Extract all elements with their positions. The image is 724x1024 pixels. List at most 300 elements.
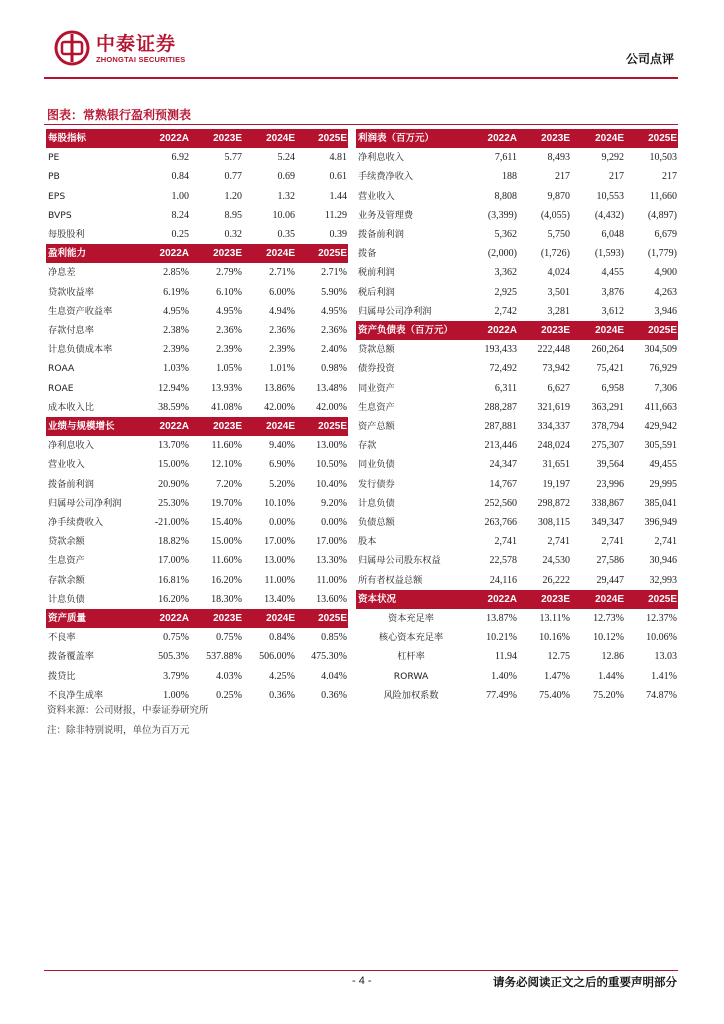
cell-value: 30,946: [649, 555, 677, 567]
row-label: 拨贷比: [48, 670, 76, 682]
cell-value: 2,741: [654, 536, 677, 548]
cell-value: 10.16%: [539, 632, 570, 644]
cell-value: 8,493: [547, 152, 570, 164]
cell-value: 12.75: [547, 651, 570, 663]
cell-value: 74.87%: [646, 689, 677, 701]
row-label: 贷款总额: [358, 344, 395, 356]
cell-value: 3,362: [494, 267, 517, 279]
cell-value: 217: [555, 171, 570, 183]
cell-value: 475.30%: [311, 651, 347, 663]
cell-value: 10.21%: [486, 632, 517, 644]
table-row: [46, 532, 348, 551]
cell-value: 73,942: [542, 363, 570, 375]
cell-value: 13.03: [654, 651, 677, 663]
cell-value: 75,421: [596, 363, 624, 375]
cell-value: 1.20: [224, 190, 242, 202]
table-row: [356, 628, 678, 647]
row-label: 净利息收入: [48, 440, 94, 452]
table-row: [46, 436, 348, 455]
cell-value: 506.00%: [259, 651, 295, 663]
cell-value: 8,808: [494, 190, 517, 202]
cell-value: 15.00%: [158, 459, 189, 471]
row-label: 同业负债: [358, 459, 395, 471]
year-header: 2022A: [466, 129, 518, 148]
cell-value: 41.08%: [211, 401, 242, 413]
cell-value: (4,897): [647, 209, 677, 221]
cell-value: 6,958: [601, 382, 624, 394]
row-label: 计息负债: [48, 593, 85, 605]
cell-value: 13.86%: [264, 382, 295, 394]
cell-value: 72,492: [489, 363, 517, 375]
cell-value: 2.39%: [216, 344, 242, 356]
cell-value: 6,679: [654, 229, 677, 241]
year-header: 2023E: [518, 321, 571, 340]
table-row: [46, 225, 348, 244]
row-label: 风险加权系数: [383, 689, 439, 701]
year-header: 2024E: [243, 244, 296, 263]
table-row: [356, 532, 678, 551]
cell-value: 1.00: [171, 190, 189, 202]
row-label: 手续费净收入: [358, 171, 414, 183]
year-header: 2024E: [571, 129, 625, 148]
cell-value: (3,399): [487, 209, 517, 221]
cell-value: 4.94%: [269, 305, 295, 317]
row-label: 拨备: [358, 248, 377, 260]
year-header: 2024E: [571, 590, 625, 609]
cell-value: 9,870: [547, 190, 570, 202]
cell-value: 3,501: [547, 286, 570, 298]
cell-value: 2.38%: [163, 325, 189, 337]
section-title: 业绩与规模增长: [46, 417, 138, 436]
cell-value: 13.00%: [264, 555, 295, 567]
cell-value: 217: [662, 171, 677, 183]
year-header: 2025E: [296, 417, 348, 436]
cell-value: 0.25: [171, 229, 189, 241]
cell-value: 27,586: [596, 555, 624, 567]
row-label: 股本: [358, 536, 377, 548]
table-row: [356, 206, 678, 225]
cell-value: 11.00%: [264, 574, 295, 586]
cell-value: 222,448: [537, 344, 570, 356]
cell-value: 13.00%: [316, 440, 347, 452]
cell-value: 2.39%: [163, 344, 189, 356]
table-row: [46, 590, 348, 609]
row-label: EPS: [48, 190, 66, 202]
cell-value: 263,766: [484, 517, 517, 529]
cell-value: 260,264: [591, 344, 624, 356]
year-header: 2025E: [625, 321, 678, 340]
section-title: 每股指标: [46, 129, 138, 148]
table-row: [46, 398, 348, 417]
zhongtai-logo-icon: [54, 30, 90, 66]
year-header: 2024E: [243, 609, 296, 628]
cell-value: 4,024: [547, 267, 570, 279]
table-row: [356, 551, 678, 570]
row-label: 营业收入: [48, 459, 85, 471]
cell-value: 16.20%: [211, 574, 242, 586]
cell-value: 29,995: [649, 478, 677, 490]
cell-value: 505.3%: [158, 651, 189, 663]
year-header: 2022A: [138, 244, 190, 263]
cell-value: 4.25%: [269, 670, 295, 682]
cell-value: 1.00%: [163, 689, 189, 701]
cell-value: 4.81: [329, 152, 347, 164]
cell-value: 298,872: [537, 497, 570, 509]
year-header: 2025E: [296, 609, 348, 628]
row-label: 不良净生成率: [48, 689, 104, 701]
section-header-row: [46, 244, 348, 263]
cell-value: 4.04%: [321, 670, 347, 682]
cell-value: 2.36%: [269, 325, 295, 337]
row-label: 债券投资: [358, 363, 395, 375]
row-label: 净利息收入: [358, 152, 404, 164]
section-header-row: [46, 417, 348, 436]
row-label: 营业收入: [358, 190, 395, 202]
cell-value: 10.12%: [593, 632, 624, 644]
cell-value: 385,041: [644, 497, 677, 509]
left-forecast-table: [46, 129, 348, 705]
cell-value: 75.40%: [539, 689, 570, 701]
company-logo: [54, 30, 186, 66]
cell-value: 4.95%: [216, 305, 242, 317]
cell-value: 0.75%: [216, 632, 242, 644]
table-row: [356, 647, 678, 666]
cell-value: 11.29: [324, 209, 347, 221]
cell-value: 14,767: [489, 478, 517, 490]
cell-value: 0.84%: [269, 632, 295, 644]
cell-value: 42.00%: [264, 401, 295, 413]
row-label: 存款余额: [48, 574, 85, 586]
cell-value: 0.69: [277, 171, 295, 183]
cell-value: 252,560: [484, 497, 517, 509]
cell-value: 10,553: [596, 190, 624, 202]
section-title: 资产负债表（百万元）: [356, 321, 466, 340]
row-label: 生息资产: [48, 555, 85, 567]
cell-value: (1,779): [647, 248, 677, 260]
cell-value: 0.00%: [269, 517, 295, 529]
row-label: 税后利润: [358, 286, 395, 298]
footer-divider: [44, 970, 678, 971]
row-label: 拨备前利润: [48, 478, 94, 490]
row-label: 归属母公司净利润: [48, 497, 122, 509]
disclaimer-text: 请务必阅读正文之后的重要声明部分: [493, 975, 677, 989]
cell-value: 1.44: [329, 190, 347, 202]
row-label: RORWA: [393, 670, 429, 682]
cell-value: 12.10%: [211, 459, 242, 471]
page-header: [48, 26, 678, 76]
table-row: [46, 667, 348, 686]
cell-value: 18.82%: [158, 536, 189, 548]
cell-value: (1,726): [540, 248, 570, 260]
table-row: [46, 148, 348, 167]
table-row: [46, 513, 348, 532]
cell-value: 1.40%: [491, 670, 517, 682]
table-row: [356, 225, 678, 244]
table-row: [356, 494, 678, 513]
cell-value: 10.10%: [264, 497, 295, 509]
year-header: 2023E: [190, 609, 243, 628]
row-label: 净手续费收入: [48, 517, 104, 529]
cell-value: 4.95%: [321, 305, 347, 317]
table-row: [356, 263, 678, 282]
section-title: 资本状况: [356, 590, 466, 609]
table-row: [356, 283, 678, 302]
cell-value: 10.06%: [646, 632, 677, 644]
cell-value: 13.48%: [316, 382, 347, 394]
row-label: BVPS: [48, 209, 72, 221]
cell-value: (2,000): [487, 248, 517, 260]
cell-value: 1.01%: [269, 363, 295, 375]
table-row: [46, 494, 348, 513]
cell-value: 10.06: [272, 209, 295, 221]
row-label: 杠杆率: [397, 651, 425, 663]
cell-value: 3,281: [547, 305, 570, 317]
cell-value: 288,287: [484, 401, 517, 413]
cell-value: 15.00%: [211, 536, 242, 548]
section-title: 资产质量: [46, 609, 138, 628]
cell-value: 20.90%: [158, 478, 189, 490]
year-header: 2025E: [625, 129, 678, 148]
cell-value: 6,627: [547, 382, 570, 394]
row-label: 所有者权益总额: [358, 574, 423, 586]
cell-value: 5,362: [494, 229, 517, 241]
cell-value: 25.30%: [158, 497, 189, 509]
cell-value: 17.00%: [158, 555, 189, 567]
table-row: [46, 167, 348, 186]
unit-note: 注：除非特别说明，单位为百万元: [47, 725, 190, 736]
year-header: 2024E: [243, 129, 296, 148]
cell-value: 7.20%: [216, 478, 242, 490]
row-label: 不良率: [48, 632, 76, 644]
cell-value: 5.77: [224, 152, 242, 164]
cell-value: 321,619: [537, 401, 570, 413]
cell-value: 2,741: [547, 536, 570, 548]
year-header: 2022A: [138, 129, 190, 148]
table-row: [46, 302, 348, 321]
cell-value: 19,197: [542, 478, 570, 490]
cell-value: 537.88%: [206, 651, 242, 663]
table-row: [46, 206, 348, 225]
table-row: [46, 263, 348, 282]
cell-value: 0.36%: [269, 689, 295, 701]
table-row: [356, 244, 678, 263]
cell-value: 0.61: [329, 171, 347, 183]
row-label: 存款付息率: [48, 325, 94, 337]
row-label: 成本收入比: [48, 401, 94, 413]
section-header-row: [356, 321, 678, 340]
cell-value: 1.44%: [598, 670, 624, 682]
row-label: ROAE: [48, 382, 74, 394]
cell-value: 2,741: [494, 536, 517, 548]
cell-value: 12.73%: [593, 613, 624, 625]
cell-value: 16.20%: [158, 593, 189, 605]
table-row: [356, 667, 678, 686]
cell-value: 39,564: [596, 459, 624, 471]
cell-value: 11.60%: [211, 555, 242, 567]
year-header: 2025E: [625, 590, 678, 609]
cell-value: 42.00%: [316, 401, 347, 413]
table-row: [356, 686, 678, 705]
table-row: [46, 340, 348, 359]
cell-value: 12.37%: [646, 613, 677, 625]
cell-value: 13.60%: [316, 593, 347, 605]
year-header: 2024E: [571, 321, 625, 340]
cell-value: 0.77: [224, 171, 242, 183]
cell-value: 3,876: [601, 286, 624, 298]
cell-value: 77.49%: [486, 689, 517, 701]
cell-value: 4.03%: [216, 670, 242, 682]
cell-value: 0.00%: [321, 517, 347, 529]
cell-value: 6.90%: [269, 459, 295, 471]
cell-value: 0.25%: [216, 689, 242, 701]
row-label: 拨备前利润: [358, 229, 404, 241]
document-type: 公司点评: [625, 52, 674, 66]
cell-value: 0.85%: [321, 632, 347, 644]
cell-value: 10,503: [649, 152, 677, 164]
row-label: PB: [48, 171, 60, 183]
cell-value: 13.40%: [264, 593, 295, 605]
cell-value: 188: [502, 171, 517, 183]
cell-value: 1.47%: [544, 670, 570, 682]
cell-value: 6.00%: [269, 286, 295, 298]
row-label: 每股股利: [48, 229, 85, 241]
table-row: [356, 609, 678, 628]
cell-value: 3.79%: [163, 670, 189, 682]
cell-value: 13.11%: [539, 613, 570, 625]
cell-value: 32,993: [649, 574, 677, 586]
cell-value: 29,447: [596, 574, 624, 586]
table-row: [356, 455, 678, 474]
section-header-row: [46, 129, 348, 148]
year-header: 2022A: [466, 590, 518, 609]
cell-value: 0.75%: [163, 632, 189, 644]
row-label: ROAA: [48, 363, 75, 375]
section-header-row: [356, 590, 678, 609]
cell-value: 217: [609, 171, 624, 183]
table-row: [46, 628, 348, 647]
table-row: [356, 436, 678, 455]
cell-value: 0.84: [171, 171, 189, 183]
cell-value: 6.19%: [163, 286, 189, 298]
cell-value: 6,048: [601, 229, 624, 241]
cell-value: 8.24: [171, 209, 189, 221]
row-label: 计息负债: [358, 497, 395, 509]
year-header: 2023E: [518, 590, 571, 609]
cell-value: 6.10%: [216, 286, 242, 298]
section-title: 盈利能力: [46, 244, 138, 263]
table-row: [46, 187, 348, 206]
table-row: [46, 359, 348, 378]
cell-value: 248,024: [537, 440, 570, 452]
cell-value: 15.40%: [211, 517, 242, 529]
row-label: 同业资产: [358, 382, 395, 394]
cell-value: 10.50%: [316, 459, 347, 471]
cell-value: 2,742: [494, 305, 517, 317]
cell-value: 11.00%: [316, 574, 347, 586]
table-row: [356, 359, 678, 378]
table-row: [46, 379, 348, 398]
cell-value: 7,306: [654, 382, 677, 394]
source-note: 资料来源：公司财报，中泰证券研究所: [47, 705, 209, 716]
cell-value: 411,663: [644, 401, 677, 413]
cell-value: (1,593): [594, 248, 624, 260]
cell-value: 13.93%: [211, 382, 242, 394]
cell-value: 6.92: [171, 152, 189, 164]
year-header: 2025E: [296, 244, 348, 263]
header-divider: [44, 77, 678, 79]
table-row: [356, 475, 678, 494]
table-row: [356, 571, 678, 590]
cell-value: (4,055): [540, 209, 570, 221]
cell-value: 13.70%: [158, 440, 189, 452]
row-label: 贷款余额: [48, 536, 85, 548]
cell-value: 4,455: [601, 267, 624, 279]
cell-value: 11.60%: [211, 440, 242, 452]
cell-value: 75.20%: [593, 689, 624, 701]
logo-chinese-name: 中泰证券: [96, 32, 177, 55]
cell-value: 10.40%: [316, 478, 347, 490]
cell-value: 378,794: [591, 421, 624, 433]
row-label: 发行债券: [358, 478, 395, 490]
table-row: [46, 455, 348, 474]
cell-value: 0.39: [329, 229, 347, 241]
row-label: 计息负债成本率: [48, 344, 113, 356]
cell-value: 0.35: [277, 229, 295, 241]
cell-value: 3,612: [601, 305, 624, 317]
cell-value: 8.95: [224, 209, 242, 221]
cell-value: 429,942: [644, 421, 677, 433]
table-row: [356, 340, 678, 359]
cell-value: 2.36%: [216, 325, 242, 337]
section-header-row: [356, 129, 678, 148]
cell-value: 2.40%: [321, 344, 347, 356]
cell-value: 23,996: [596, 478, 624, 490]
cell-value: 19.70%: [211, 497, 242, 509]
cell-value: 24,116: [489, 574, 517, 586]
table-row: [46, 571, 348, 590]
cell-value: 9.20%: [321, 497, 347, 509]
table-row: [46, 475, 348, 494]
cell-value: 5.20%: [269, 478, 295, 490]
cell-value: 22,578: [489, 555, 517, 567]
cell-value: 38.59%: [158, 401, 189, 413]
cell-value: 2,925: [494, 286, 517, 298]
cell-value: 304,509: [644, 344, 677, 356]
cell-value: 49,455: [649, 459, 677, 471]
cell-value: -21.00%: [154, 517, 189, 529]
table-row: [46, 283, 348, 302]
table-row: [356, 148, 678, 167]
cell-value: 9,292: [601, 152, 624, 164]
cell-value: 2.71%: [321, 267, 347, 279]
table-row: [46, 647, 348, 666]
table-row: [356, 302, 678, 321]
cell-value: 287,881: [484, 421, 517, 433]
cell-value: 363,291: [591, 401, 624, 413]
cell-value: 349,347: [591, 517, 624, 529]
cell-value: 0.32: [224, 229, 242, 241]
row-label: PE: [48, 152, 60, 164]
cell-value: 334,337: [537, 421, 570, 433]
cell-value: 2.71%: [269, 267, 295, 279]
cell-value: 3,946: [654, 305, 677, 317]
cell-value: 1.03%: [163, 363, 189, 375]
cell-value: (4,432): [594, 209, 624, 221]
cell-value: 5.24: [277, 152, 295, 164]
row-label: 生息资产: [358, 401, 395, 413]
cell-value: 0.98%: [321, 363, 347, 375]
year-header: 2022A: [138, 417, 190, 436]
